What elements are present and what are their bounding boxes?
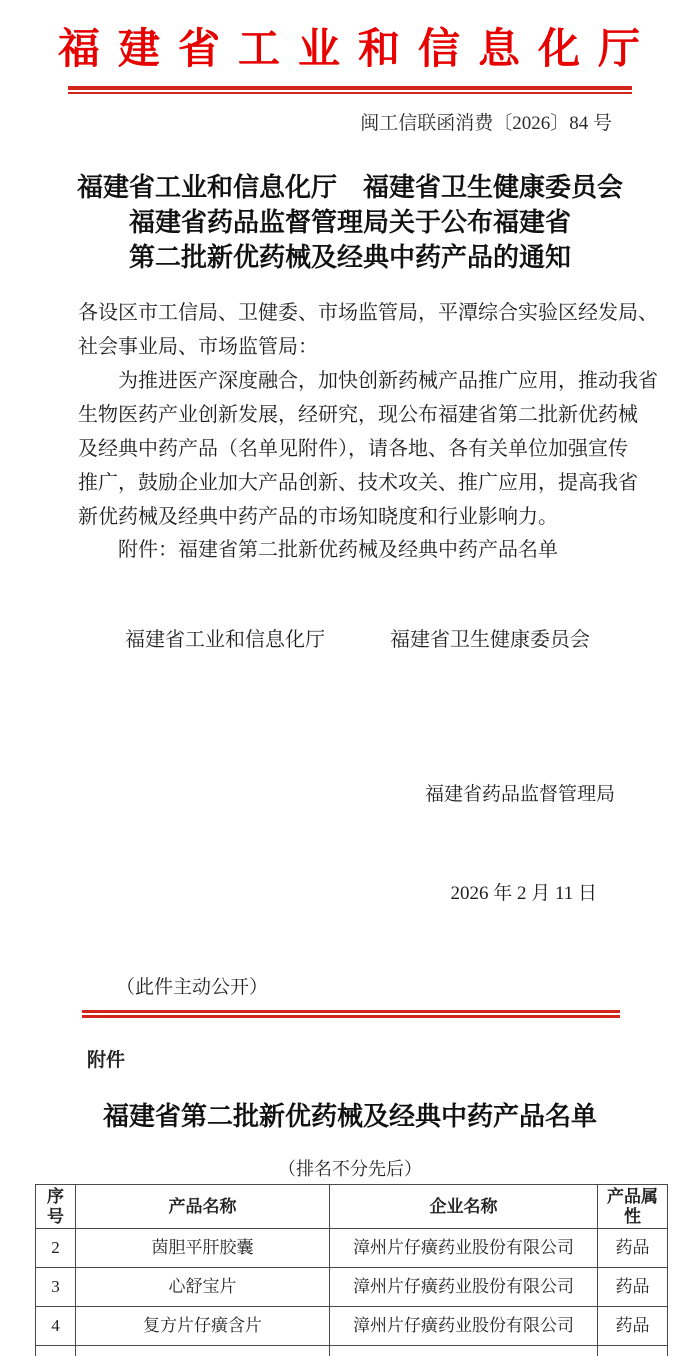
cell-product-name: 复方片仔癀含片 bbox=[76, 1307, 330, 1346]
cell-product-attribute: 药品 bbox=[598, 1307, 668, 1346]
cell-index: 4 bbox=[36, 1307, 76, 1346]
body-line: 为推进医产深度融合，加快创新药械产品推广应用，推动我省 bbox=[78, 364, 700, 398]
notice-body bbox=[78, 296, 700, 534]
footer-divider bbox=[82, 1010, 620, 1018]
attachment-section-label: 附件 bbox=[87, 1048, 700, 1073]
issue-date: 2026 年 2 月 11 日 bbox=[0, 877, 615, 910]
body-line: 及经典中药产品（名单见附件），请各地、各有关单位加强宣传 bbox=[78, 432, 700, 466]
cell-product-name: 茵胆平肝胶囊 bbox=[76, 1229, 330, 1268]
cell-index: 2 bbox=[36, 1229, 76, 1268]
notice-title-line: 第二批新优药械及经典中药产品的通知 bbox=[0, 240, 700, 275]
attachment-subtitle: （排名不分先后） bbox=[0, 1157, 700, 1181]
table-row-partial bbox=[36, 1346, 668, 1356]
cell-company-name: 漳州片仔癀药业股份有限公司 bbox=[330, 1307, 598, 1346]
col-header-product-attribute: 产品属性 bbox=[598, 1185, 668, 1229]
product-list-table bbox=[35, 1184, 668, 1356]
cell-company-name: 漳州片仔癀药业股份有限公司 bbox=[330, 1229, 598, 1268]
signer-left: 福建省工业和信息化厅 bbox=[125, 627, 325, 654]
document-page bbox=[0, 25, 700, 1177]
body-line: 各设区市工信局、卫健委、市场监管局，平潭综合实验区经发局、 bbox=[78, 296, 700, 330]
cell-index: 3 bbox=[36, 1268, 76, 1307]
body-line: 生物医药产业创新发展，经研究，现公布福建省第二批新优药械 bbox=[78, 398, 700, 432]
letterhead-divider bbox=[68, 86, 632, 94]
col-header-product-name: 产品名称 bbox=[76, 1185, 330, 1229]
notice-title bbox=[0, 170, 700, 275]
cell-company-name: 漳州片仔癀药业股份有限公司 bbox=[330, 1268, 598, 1307]
document-number: 闽工信联函消费〔2026〕84 号 bbox=[0, 111, 700, 137]
issuer-date-block bbox=[0, 712, 700, 976]
notice-title-line: 福建省工业和信息化厅 福建省卫生健康委员会 bbox=[0, 170, 700, 205]
body-line: 新优药械及经典中药产品的市场知晓度和行业影响力。 bbox=[78, 500, 700, 534]
table-header-row bbox=[36, 1185, 668, 1229]
attachment-reference-line: 附件：福建省第二批新优药械及经典中药产品名单 bbox=[118, 537, 700, 564]
signing-agencies bbox=[125, 627, 700, 654]
table-row bbox=[36, 1307, 668, 1346]
cell-product-attribute: 药品 bbox=[598, 1229, 668, 1268]
body-line: 社会事业局、市场监管局： bbox=[78, 330, 700, 364]
signer-third: 福建省药品监督管理局 bbox=[0, 778, 615, 811]
cell-product-attribute: 药品 bbox=[598, 1268, 668, 1307]
table-row bbox=[36, 1268, 668, 1307]
attachment-title: 福建省第二批新优药械及经典中药产品名单 bbox=[0, 1099, 700, 1135]
signer-right: 福建省卫生健康委员会 bbox=[390, 627, 590, 654]
body-line: 推广，鼓励企业加大产品创新、技术攻关、推广应用，提高我省 bbox=[78, 466, 700, 500]
col-header-company-name: 企业名称 bbox=[330, 1185, 598, 1229]
col-header-index: 序号 bbox=[36, 1185, 76, 1229]
letterhead-agency-title: 福建省工业和信息化厅 bbox=[0, 25, 700, 75]
cell-product-name: 心舒宝片 bbox=[76, 1268, 330, 1307]
notice-title-line: 福建省药品监督管理局关于公布福建省 bbox=[0, 205, 700, 240]
disclosure-note: （此件主动公开） bbox=[116, 975, 700, 1001]
table-row bbox=[36, 1229, 668, 1268]
